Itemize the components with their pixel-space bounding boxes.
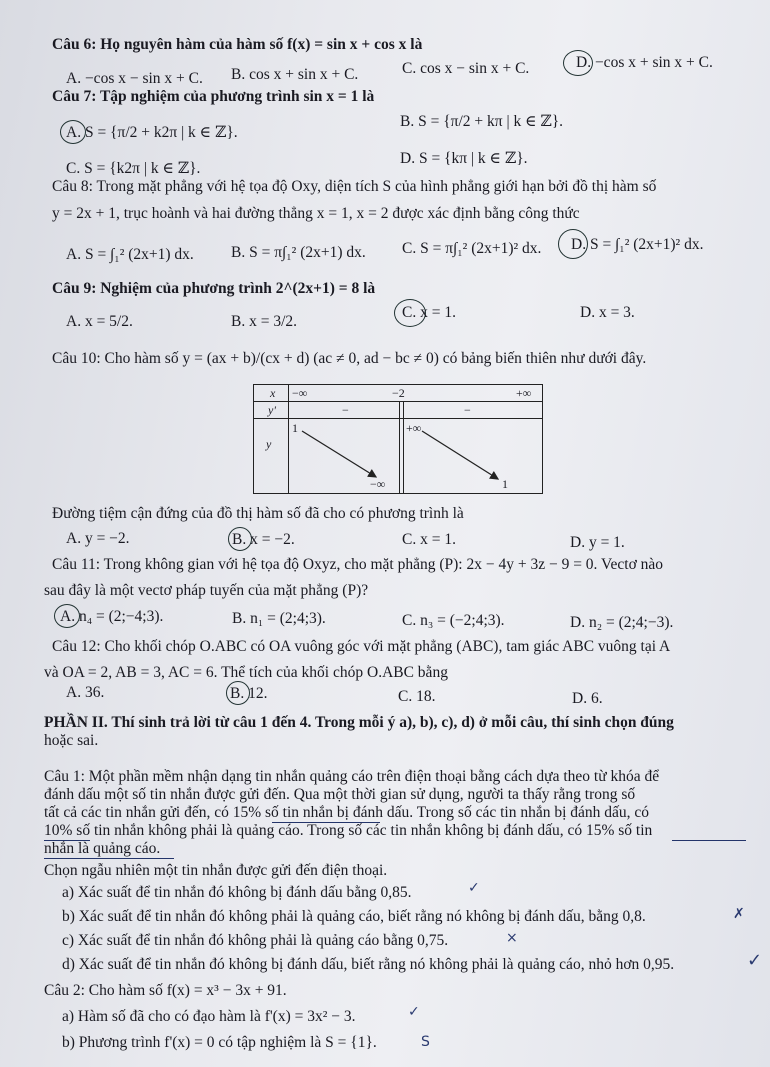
q10-option-c: C. x = 1. bbox=[402, 531, 456, 548]
table-x-pos-inf: +∞ bbox=[516, 386, 532, 400]
q12-stem-line2: và OA = 2, AB = 3, AC = 6. Thể tích của khối chóp O.ABC bằng bbox=[44, 664, 448, 681]
p2q1-line1: Câu 1: Một phần mềm nhận dạng tin nhắn quảng cáo trên điện thoại bằng cách dựa theo từ khóa để bbox=[44, 768, 660, 785]
underline-la-quang-cao bbox=[44, 858, 174, 859]
p2q1-line5: nhắn là quảng cáo. bbox=[44, 840, 161, 857]
q12-option-d: D. 6. bbox=[572, 690, 603, 707]
cross-mark-c: × bbox=[506, 930, 518, 946]
p2q2-stem: Câu 2: Cho hàm số f(x) = x³ − 3x + 91. bbox=[44, 982, 287, 999]
q8-option-d: D. S = ∫₁² (2x+1)² dx. bbox=[571, 236, 704, 253]
q7-option-a: A. S = {π/2 + k2π | k ∈ ℤ}. bbox=[66, 124, 238, 141]
q9-stem: Câu 9: Nghiệm của phương trình 2^(2x+1) = 8 là bbox=[52, 280, 376, 297]
q6-stem: Câu 6: Họ nguyên hàm của hàm số f(x) = sin x + cos x là bbox=[52, 36, 423, 53]
p2q1-item-d: d) Xác suất để tin nhắn đó không bị đánh dấu, biết rằng nó không phải là quảng cáo, nhỏ hơn 0,95. bbox=[62, 956, 675, 973]
q9-option-c: C. x = 1. bbox=[402, 304, 456, 321]
check-mark-p2q2a: ✓ bbox=[408, 1004, 420, 1020]
p2q1-line6: Chọn ngẫu nhiên một tin nhắn được gửi đến điện thoại. bbox=[44, 862, 388, 879]
q8-stem-line2: y = 2x + 1, trục hoành và hai đường thẳng x = 1, x = 2 được xác định bằng công thức bbox=[52, 205, 580, 222]
handwritten-s: S bbox=[421, 1034, 430, 1050]
table-y-pos-inf: +∞ bbox=[406, 421, 422, 435]
q11-option-b: B. n₁ = (2;4;3). bbox=[232, 610, 326, 627]
q10-stem: Câu 10: Cho hàm số y = (ax + b)/(cx + d) (ac ≠ 0, ad − bc ≠ 0) có bảng biến thiên như dưới đây. bbox=[52, 350, 647, 367]
q11-option-a: A. n₄ = (2;−4;3). bbox=[60, 608, 164, 625]
q8-option-c: C. S = π∫₁² (2x+1)² dx. bbox=[402, 240, 542, 257]
table-yprime-label: y' bbox=[268, 403, 276, 417]
q6-option-c: C. cos x − sin x + C. bbox=[402, 60, 530, 77]
p2q2-item-a: a) Hàm số đã cho có đạo hàm là f'(x) = 3x² − 3. bbox=[62, 1008, 356, 1025]
check-mark-d: ✓ bbox=[747, 950, 763, 971]
q12-option-b: B. 12. bbox=[230, 685, 268, 702]
table-yprime-sign-1: − bbox=[342, 403, 349, 417]
cross-mark-b: ✗ bbox=[733, 906, 745, 922]
part2-title-line1: PHẦN II. Thí sinh trả lời từ câu 1 đến 4. Trong mỗi ý a), b), c), d) ở mỗi câu, thí sinh chọn đúng bbox=[44, 714, 674, 731]
underline-15pct-tin bbox=[672, 840, 746, 841]
table-y-val-1b: 1 bbox=[502, 477, 508, 491]
q9-option-a: A. x = 5/2. bbox=[66, 313, 133, 330]
q6-option-d: D. −cos x + sin x + C. bbox=[576, 54, 713, 71]
q11-option-d: D. n₂ = (2;4;−3). bbox=[570, 614, 674, 631]
q12-option-c: C. 18. bbox=[398, 688, 436, 705]
table-y-label: y bbox=[266, 437, 272, 451]
p2q1-item-b: b) Xác suất để tin nhắn đó không phải là quảng cáo, biết rằng nó không bị đánh dấu, bằng 0,8. bbox=[62, 908, 646, 925]
q7-option-d: D. S = {kπ | k ∈ ℤ}. bbox=[400, 150, 528, 167]
table-x-label: x bbox=[270, 386, 276, 400]
q10-option-b: B. x = −2. bbox=[232, 531, 295, 548]
q10-question: Đường tiệm cận đứng của đồ thị hàm số đã cho có phương trình là bbox=[52, 505, 464, 522]
table-y-val-1: 1 bbox=[292, 421, 298, 435]
table-x-neg-inf: −∞ bbox=[292, 386, 308, 400]
q6-option-b: B. cos x + sin x + C. bbox=[231, 66, 359, 83]
q9-option-d: D. x = 3. bbox=[580, 304, 635, 321]
q8-option-a: A. S = ∫₁² (2x+1) dx. bbox=[66, 246, 194, 263]
table-yprime-sign-2: − bbox=[464, 403, 471, 417]
q8-stem-line1: Câu 8: Trong mặt phẳng với hệ tọa độ Oxy, diện tích S của hình phẳng giới hạn bởi đồ thị hàm số bbox=[52, 178, 657, 195]
table-x-minus2: −2 bbox=[392, 386, 405, 400]
table-arrows bbox=[254, 385, 542, 493]
q8-option-b: B. S = π∫₁² (2x+1) dx. bbox=[231, 244, 366, 261]
p2q2-item-b: b) Phương trình f'(x) = 0 có tập nghiệm là S = {1}. bbox=[62, 1034, 377, 1051]
q10-option-d: D. y = 1. bbox=[570, 534, 625, 551]
p2q1-item-a: a) Xác suất để tin nhắn đó không bị đánh dấu bằng 0,85. bbox=[62, 884, 412, 901]
q11-stem-line1: Câu 11: Trong không gian với hệ tọa độ Oxyz, cho mặt phẳng (P): 2x − 4y + 3z − 9 = 0. Vectơ nào bbox=[52, 556, 664, 573]
table-y-neg-inf: −∞ bbox=[370, 477, 386, 491]
part2-title-line2: hoặc sai. bbox=[44, 732, 99, 749]
variation-table bbox=[253, 384, 543, 494]
q7-stem: Câu 7: Tập nghiệm của phương trình sin x = 1 là bbox=[52, 88, 375, 105]
underline-15pct bbox=[272, 822, 380, 823]
q12-stem-line1: Câu 12: Cho khối chóp O.ABC có OA vuông góc với mặt phẳng (ABC), tam giác ABC vuông tại A bbox=[52, 638, 671, 655]
q6-option-a: A. −cos x − sin x + C. bbox=[66, 70, 203, 87]
q11-stem-line2: sau đây là một vectơ pháp tuyến của mặt phẳng (P)? bbox=[44, 582, 369, 599]
underline-10pct bbox=[44, 840, 90, 841]
q12-option-a: A. 36. bbox=[66, 684, 105, 701]
p2q1-line2: đánh dấu một số tin nhắn được gửi đến. Qua một thời gian sử dụng, người ta thấy rằng trong số bbox=[44, 786, 636, 803]
q11-option-c: C. n₃ = (−2;4;3). bbox=[402, 612, 505, 629]
p2q1-item-c: c) Xác suất để tin nhắn đó không phải là quảng cáo bằng 0,75. bbox=[62, 932, 449, 949]
q7-option-c: C. S = {k2π | k ∈ ℤ}. bbox=[66, 160, 201, 177]
check-mark-a: ✓ bbox=[468, 880, 480, 896]
p2q1-line3: tất cả các tin nhắn gửi đến, có 15% số tin nhắn bị đánh dấu. Trong số các tin nhắn bị đánh dấu, có bbox=[44, 804, 650, 821]
p2q1-line4: 10% số tin nhắn không phải là quảng cáo. Trong số các tin nhắn không bị đánh dấu, có 15% số tin bbox=[44, 822, 653, 839]
q9-option-b: B. x = 3/2. bbox=[231, 313, 298, 330]
q10-option-a: A. y = −2. bbox=[66, 530, 130, 547]
q7-option-b: B. S = {π/2 + kπ | k ∈ ℤ}. bbox=[400, 113, 564, 130]
